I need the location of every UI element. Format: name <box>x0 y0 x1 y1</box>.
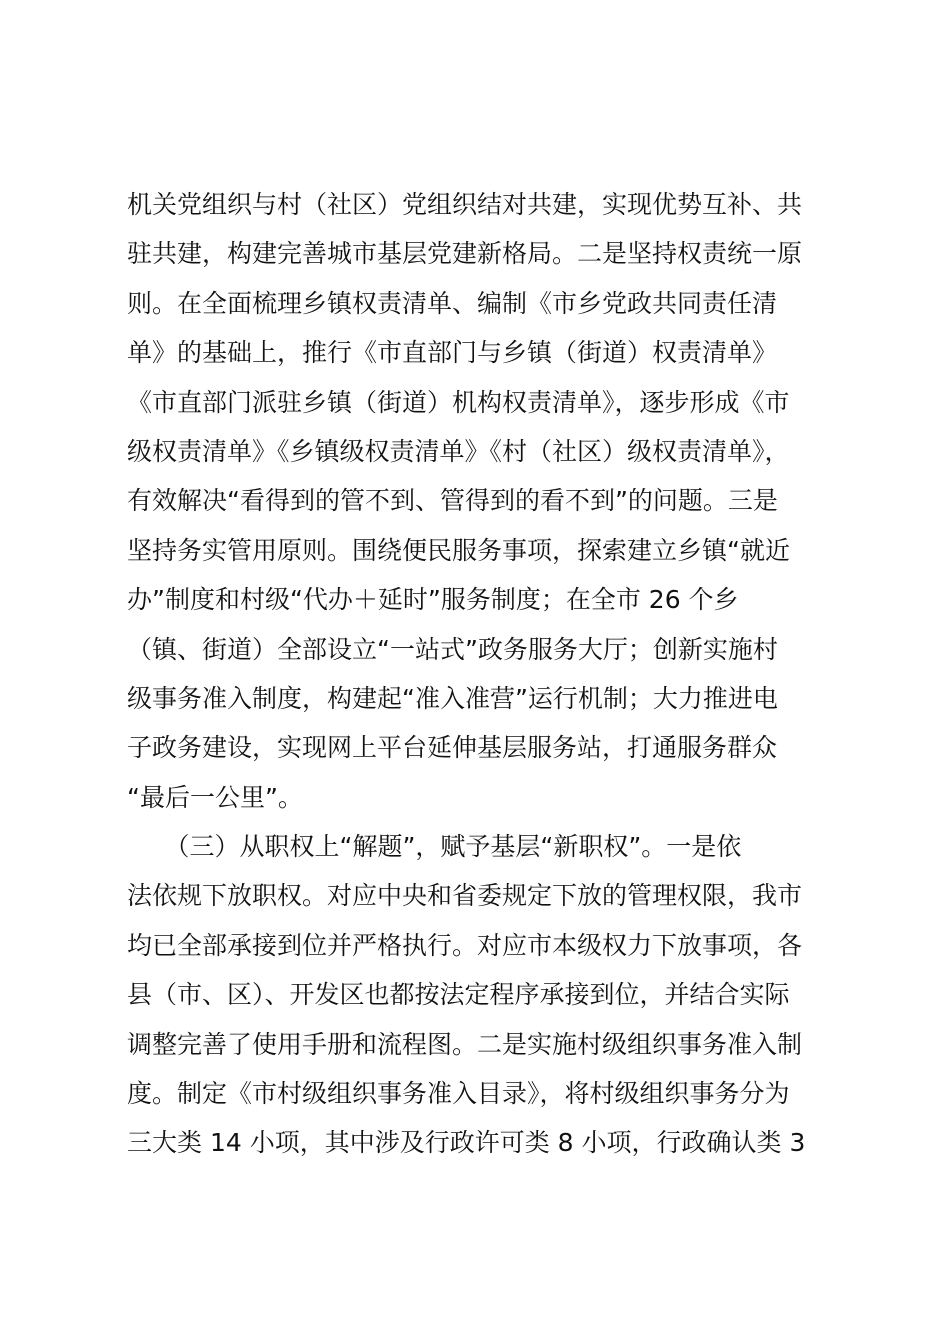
text-line: 法依规下放职权。对应中央和省委规定下放的管理权限，我市 <box>127 881 803 911</box>
text-line: 县（市、区）、开发区也都按法定程序承接到位，并结合实际 <box>127 980 790 1010</box>
text-line: （镇、街道）全部设立“一站式”政务服务大厅；创新实施村 <box>127 634 778 664</box>
text-line: 级事务准入制度，构建起“准入准营”运行机制；大力推进电 <box>127 683 778 713</box>
text-line: 坚持务实管用原则。围绕便民服务事项，探索建立乡镇“就近 <box>127 535 790 565</box>
text-line: 驻共建，构建完善城市基层党建新格局。二是坚持权责统一原 <box>127 239 803 269</box>
text-line: 调整完善了使用手册和流程图。二是实施村级组织事务准入制 <box>127 1029 803 1059</box>
text-line: 子政务建设，实现网上平台延伸基层服务站，打通服务群众 <box>127 733 778 763</box>
text-line: 级权责清单》《乡镇级权责清单》《村（社区）级权责清单》， <box>127 436 790 466</box>
text-line: （三）从职权上“解题”，赋予基层“新职权”。一是依 <box>127 832 742 862</box>
body-text <box>127 180 837 1168</box>
text-line: 《市直部门派驻乡镇（街道）机构权责清单》，逐步形成《市 <box>127 387 790 417</box>
text-line: 三大类 14 小项，其中涉及行政许可类 8 小项，行政确认类 3 <box>127 1128 806 1158</box>
text-line: 办”制度和村级“代办＋延时”服务制度；在全市 26 个乡 <box>127 585 739 615</box>
text-line: “最后一公里”。 <box>127 782 303 812</box>
text-line: 单》的基础上，推行《市直部门与乡镇（街道）权责清单》 <box>127 338 778 368</box>
text-line: 机关党组织与村（社区）党组织结对共建，实现优势互补、共 <box>127 190 803 219</box>
text-line: 均已全部承接到位并严格执行。对应市本级权力下放事项，各 <box>127 930 803 960</box>
text-line: 有效解决“看得到的管不到、管得到的看不到”的问题。三是 <box>127 486 778 516</box>
text-line: 度。制定《市村级组织事务准入目录》，将村级组织事务分为 <box>127 1079 790 1109</box>
text-line: 则。在全面梳理乡镇权责清单、编制《市乡党政共同责任清 <box>127 288 778 318</box>
